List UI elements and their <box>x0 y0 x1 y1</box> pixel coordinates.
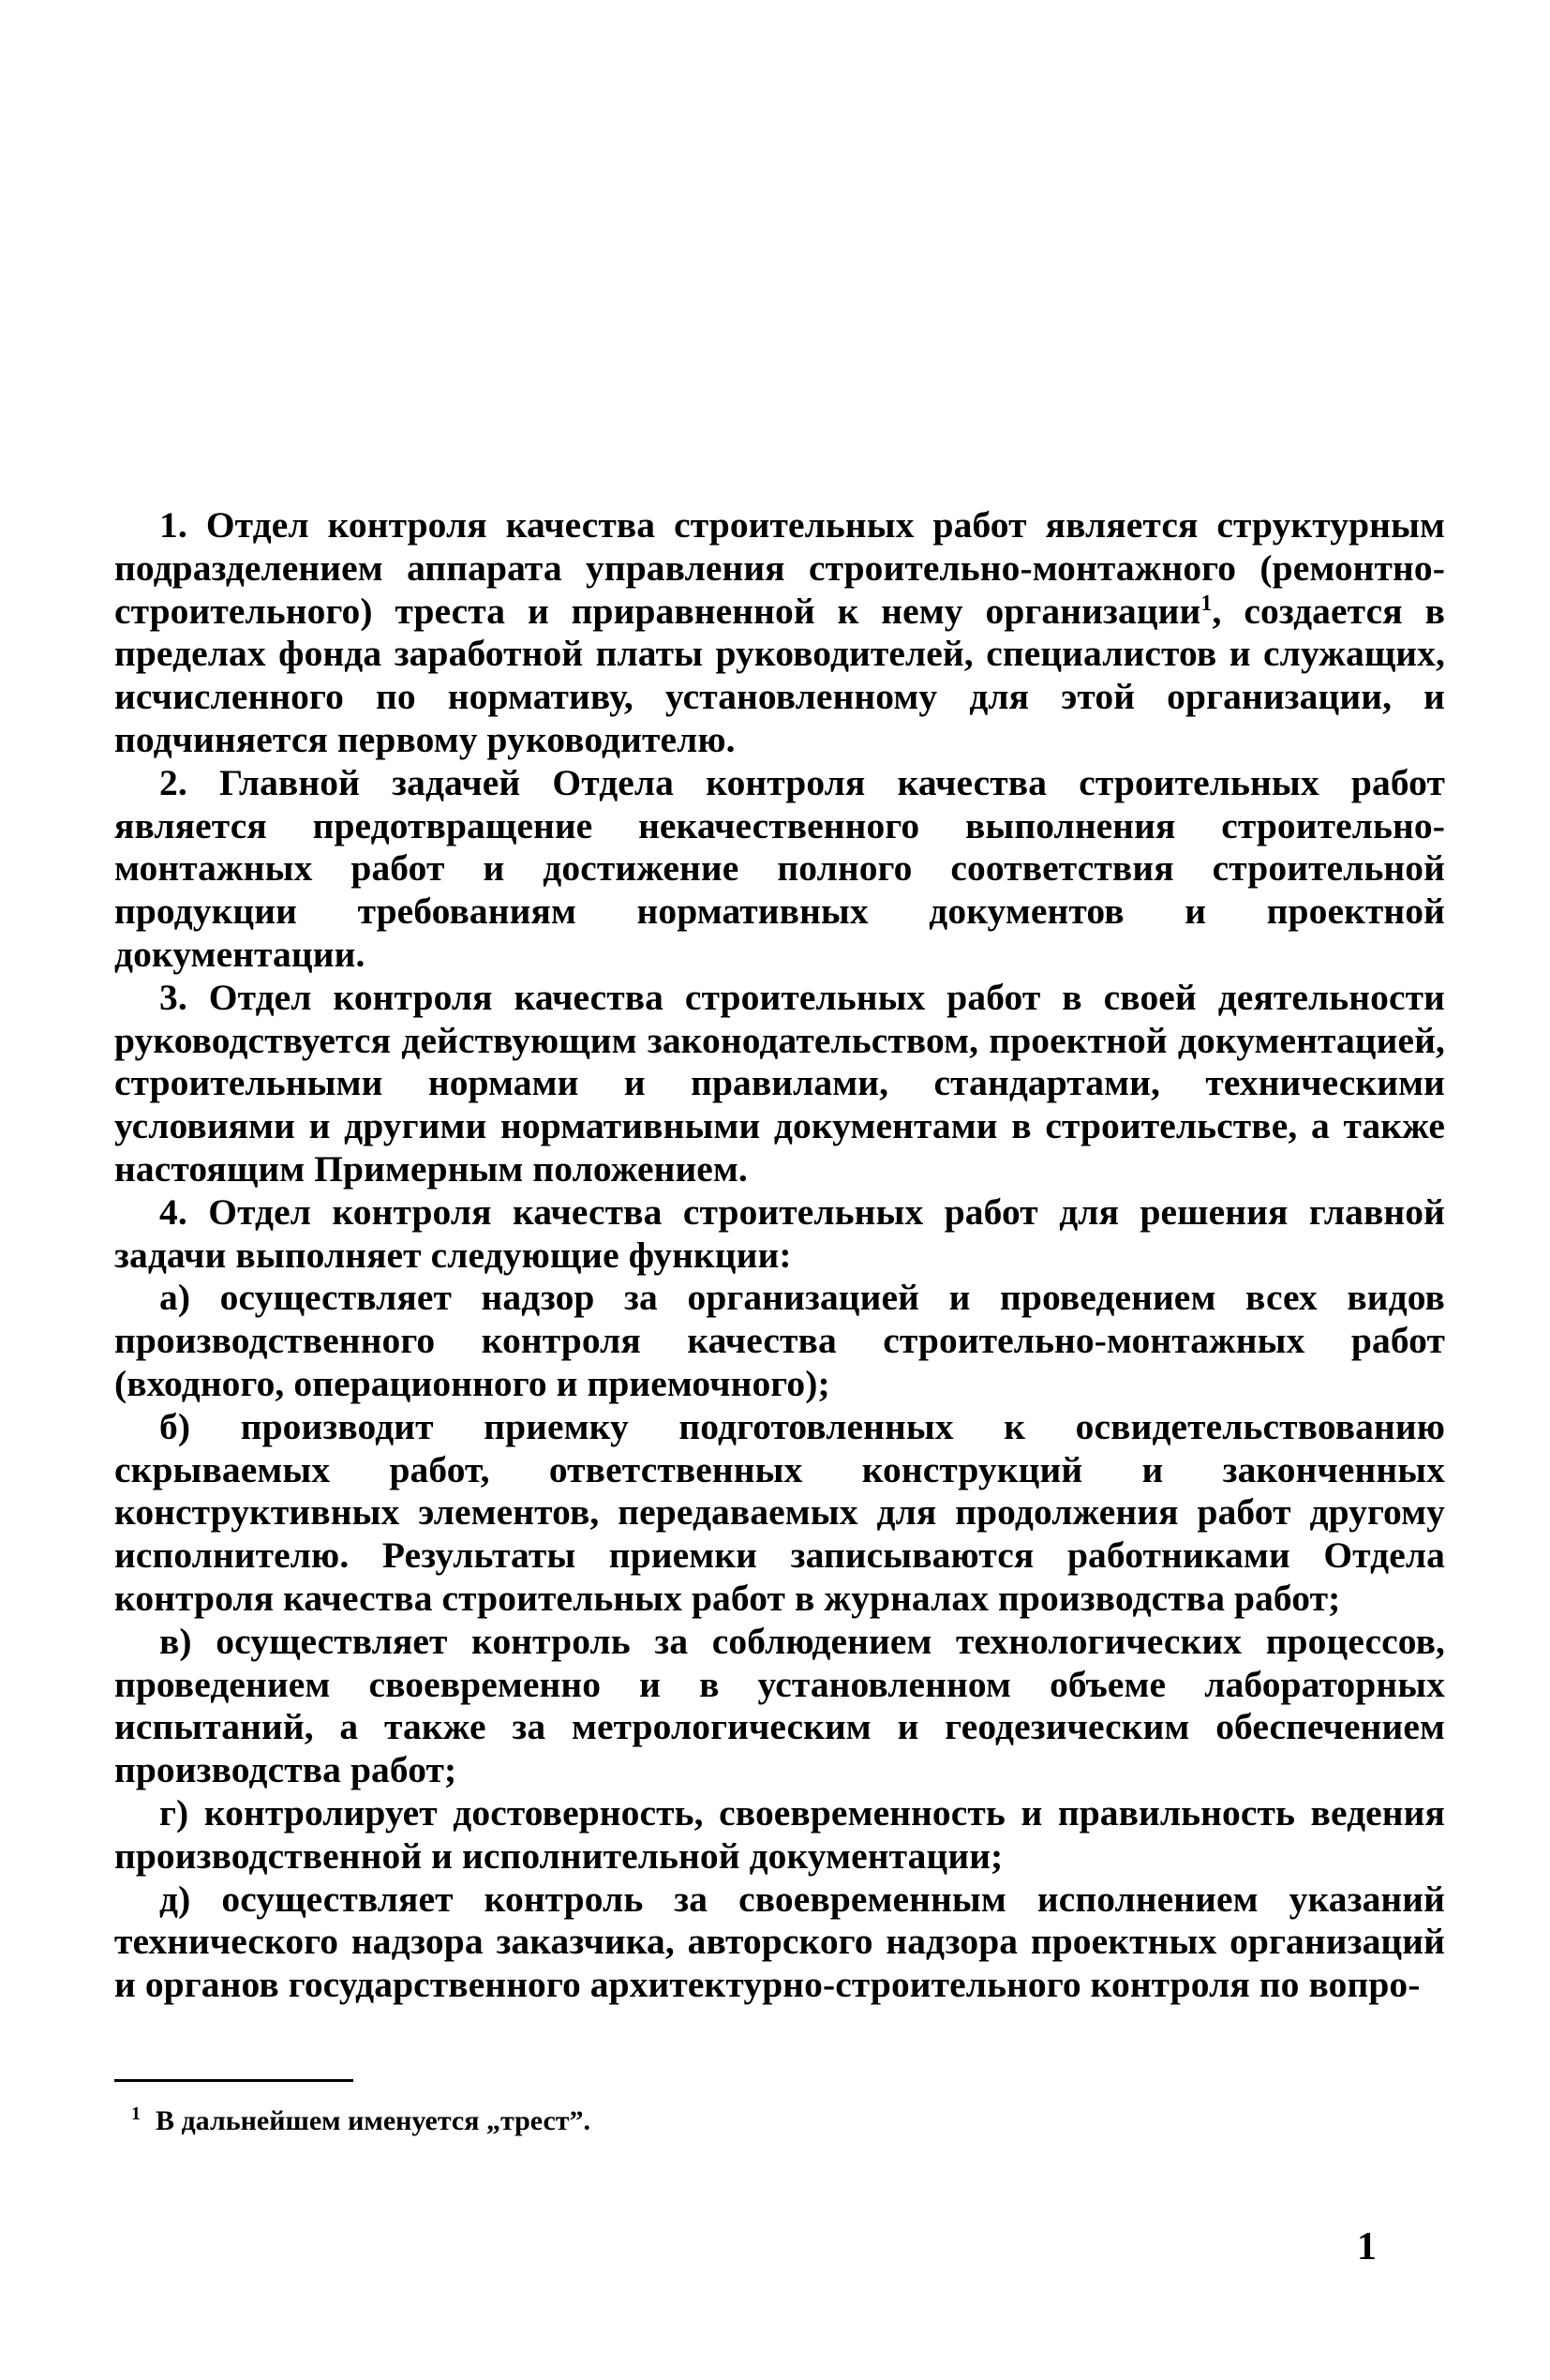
subparagraph-a <box>114 1277 1445 1405</box>
footnote-text: В дальнейшем именуется „трест”. <box>156 2105 590 2136</box>
paragraph-number: 3. <box>159 976 187 1018</box>
paragraph-1 <box>114 504 1445 762</box>
subparagraph-g <box>114 1792 1445 1879</box>
document-body <box>114 504 1445 2007</box>
footnote-divider <box>114 2079 353 2082</box>
paragraph-number: 4. <box>159 1190 187 1233</box>
footnote-reference: 1 <box>1200 591 1213 616</box>
footnote <box>131 2104 590 2138</box>
paragraph-4 <box>114 1191 1445 1278</box>
paragraph-text-continued: , создается в пределах фонда заработной платы руководителей, специалистов и служащих, исчисленного по нормативу, установленному для этой организации, и подчиняется первому руководителю. <box>114 590 1446 760</box>
paragraph-text: Отдел контроля качества строительных работ в своей деятельности руководствуется действующим законодательством, проектной документацией, строительными нормами и правилами, стандартами, техническими условиями и другими нормативными документами в строительстве, а также настоящим Примерным положением. <box>114 976 1445 1190</box>
paragraph-text: Отдел контроля качества строительных работ является структурным подразделением аппарата управления строительно-монтажного (ремонтно-строительного) треста и приравненной к нему организации <box>114 504 1445 632</box>
paragraph-text: Главной задачей Отдела контроля качества строительных работ является предотвращение некачественного выполнения строительно-монтажных работ и достижение полного соответствия строительной продукции требованиям нормативных документов и проектной документации. <box>114 761 1445 975</box>
paragraph-3 <box>114 977 1445 1191</box>
paragraph-number: 1. <box>159 504 187 546</box>
footnote-mark: 1 <box>131 2103 141 2124</box>
paragraph-text: д) осуществляет контроль за своевременным исполнением указаний технического надзора заказчика, авторского надзора проектных организаций и органов государственного архитектурно-строительного контроля по вопро- <box>114 1878 1445 2006</box>
page-number: 1 <box>1357 2225 1377 2268</box>
subparagraph-v <box>114 1621 1445 1792</box>
paragraph-text: б) производит приемку подготовленных к освидетельствованию скрываемых работ, ответственных конструкций и законченных конструктивных элементов, передаваемых для продолжения работ другому исполнителю. Результаты приемки записываются работниками Отдела контроля качества строительных работ в журналах производства работ; <box>114 1405 1445 1619</box>
paragraph-2 <box>114 762 1445 977</box>
subparagraph-d <box>114 1879 1445 2007</box>
paragraph-text: в) осуществляет контроль за соблюдением технологических процессов, проведением своевременно и в установленном объеме лабораторных испытаний, а также за метрологическим и геодезическим обеспечением производства работ; <box>114 1620 1445 1791</box>
paragraph-text: г) контролирует достоверность, своевременность и правильность ведения производственной и исполнительной документации; <box>114 1791 1445 1877</box>
subparagraph-b <box>114 1406 1445 1621</box>
paragraph-number: 2. <box>159 761 187 803</box>
paragraph-text: Отдел контроля качества строительных работ для решения главной задачи выполняет следующие функции: <box>114 1190 1445 1276</box>
paragraph-text: а) осуществляет надзор за организацией и проведением всех видов производственного контроля качества строительно-монтажных работ (входного, операционного и приемочного); <box>114 1277 1445 1404</box>
